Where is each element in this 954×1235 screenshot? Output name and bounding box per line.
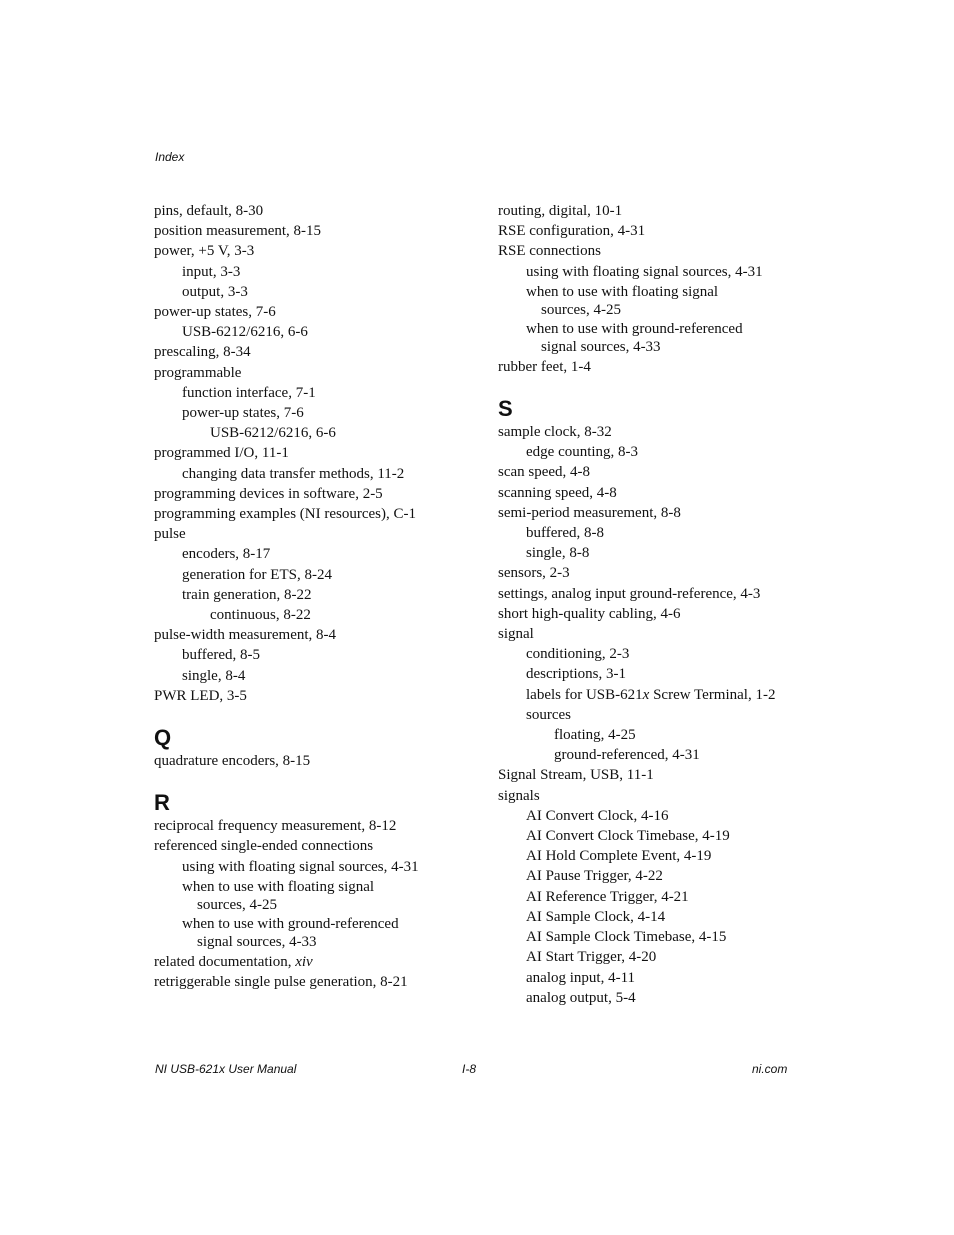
index-entry: sensors, 2-3 [498, 565, 570, 582]
index-subsubentry: floating, 4-25 [554, 727, 636, 744]
index-entry: quadrature encoders, 8-15 [154, 753, 311, 770]
footer-page-number: I-8 [462, 1062, 477, 1076]
index-entry: RSE configuration, 4-31 [498, 223, 646, 240]
index-subentry: changing data transfer methods, 11-2 [182, 465, 405, 482]
index-entry-page-italic: xiv [295, 953, 313, 970]
index-entry [154, 952, 474, 972]
index-subentry: AI Pause Trigger, 4-22 [526, 868, 663, 885]
index-subentry-line: when to use with ground-referenced [526, 320, 743, 337]
index-entry: PWR LED, 3-5 [154, 687, 247, 704]
index-subentry-italic: x [642, 686, 650, 703]
index-subentry: input, 3-3 [182, 263, 241, 280]
index-subentry-continuation: signal sources, 4-33 [197, 933, 317, 950]
index-entry: sample clock, 8-32 [498, 424, 612, 441]
index-subentry: output, 3-3 [182, 283, 248, 300]
index-subentry-wrapped [498, 320, 798, 356]
index-subentry-continuation: signal sources, 4-33 [541, 338, 661, 355]
index-subsubentry: ground-referenced, 4-31 [554, 747, 700, 764]
index-subentry: AI Convert Clock Timebase, 4-19 [526, 828, 730, 845]
index-subentry-line: when to use with floating signal [182, 878, 375, 895]
index-column-right [498, 201, 798, 1008]
index-entry: signals [498, 787, 540, 804]
index-entry: position measurement, 8-15 [154, 223, 322, 240]
index-subentry-line: when to use with floating signal [526, 283, 719, 300]
index-subentry: single, 8-8 [526, 545, 590, 562]
index-subentry: edge counting, 8-3 [526, 444, 639, 461]
index-subentry-continuation: sources, 4-25 [197, 896, 277, 913]
section-letter-r: R [154, 790, 170, 816]
index-entry: power-up states, 7-6 [154, 304, 276, 321]
footer-manual-title: NI USB-621x User Manual [155, 1062, 297, 1076]
index-entry: programmed I/O, 11-1 [154, 445, 289, 462]
index-entry: prescaling, 8-34 [154, 344, 251, 361]
index-entry: reciprocal frequency measurement, 8-12 [154, 818, 397, 835]
index-entry: rubber feet, 1-4 [498, 358, 591, 375]
index-subentry: generation for ETS, 8-24 [182, 566, 332, 583]
index-subentry: descriptions, 3-1 [526, 666, 626, 683]
index-entry: routing, digital, 10-1 [498, 203, 623, 219]
index-subentry-text: Screw Terminal, 1-2 [649, 686, 776, 703]
running-header: Index [155, 150, 185, 164]
index-subentry: USB-6212/6216, 6-6 [182, 324, 308, 341]
index-entry: scanning speed, 4-8 [498, 484, 617, 501]
index-subentry: buffered, 8-5 [182, 647, 261, 664]
index-entry: programming examples (NI resources), C-1 [154, 506, 417, 523]
index-subentry: sources [526, 706, 571, 723]
index-entry: short high-quality cabling, 4-6 [498, 605, 681, 622]
index-subentry: AI Start Trigger, 4-20 [526, 949, 657, 966]
index-subentry: conditioning, 2-3 [526, 646, 630, 663]
index-subentry: AI Reference Trigger, 4-21 [526, 888, 689, 905]
footer-website: ni.com [752, 1062, 788, 1076]
section-letter-q: Q [154, 725, 172, 751]
index-subentry: using with floating signal sources, 4-31 [182, 858, 419, 875]
index-subentry [498, 685, 798, 705]
index-subentry: AI Hold Complete Event, 4-19 [526, 848, 712, 865]
index-subentry: buffered, 8-8 [526, 525, 605, 542]
index-subentry: single, 8-4 [182, 667, 246, 684]
index-subentry-wrapped [498, 283, 798, 319]
index-subentry-wrapped [154, 915, 474, 951]
index-subentry: function interface, 7-1 [182, 384, 316, 401]
index-entry: pulse-width measurement, 8-4 [154, 627, 337, 644]
index-subentry: AI Sample Clock Timebase, 4-15 [526, 929, 727, 946]
index-entry: settings, analog input ground-reference, 4-3 [498, 585, 761, 602]
index-subentry: analog input, 4-11 [526, 969, 636, 986]
index-subentry: AI Sample Clock, 4-14 [526, 908, 666, 925]
index-entry: scan speed, 4-8 [498, 464, 591, 481]
index-subentry: power-up states, 7-6 [182, 405, 304, 422]
section-letter-s: S [498, 396, 513, 422]
index-subentry: encoders, 8-17 [182, 546, 271, 563]
index-entry: retriggerable single pulse generation, 8-21 [154, 974, 408, 991]
index-column-left [154, 201, 474, 992]
index-subentry: AI Convert Clock, 4-16 [526, 807, 669, 824]
index-entry: signal [498, 626, 534, 643]
index-entry: Signal Stream, USB, 11-1 [498, 767, 654, 784]
index-entry: referenced single-ended connections [154, 838, 374, 855]
index-entry: programmable [154, 364, 242, 381]
index-subentry-wrapped [154, 878, 474, 914]
index-entry: power, +5 V, 3-3 [154, 243, 255, 260]
index-entry: semi-period measurement, 8-8 [498, 504, 681, 521]
index-subsubentry: USB-6212/6216, 6-6 [210, 425, 336, 442]
index-subentry-text: labels for USB-621 [526, 686, 643, 703]
index-subentry: using with floating signal sources, 4-31 [526, 263, 763, 280]
index-entry: pins, default, 8-30 [154, 203, 264, 219]
index-entry: programming devices in software, 2-5 [154, 485, 383, 502]
index-entry: RSE connections [498, 243, 601, 260]
index-subsubentry: continuous, 8-22 [210, 607, 311, 624]
index-entry: pulse [154, 526, 186, 543]
index-subentry: train generation, 8-22 [182, 586, 312, 603]
index-subentry-line: when to use with ground-referenced [182, 915, 399, 932]
index-subentry-continuation: sources, 4-25 [541, 301, 621, 318]
index-entry-text: related documentation, [154, 953, 296, 970]
index-subentry: analog output, 5-4 [526, 989, 636, 1006]
